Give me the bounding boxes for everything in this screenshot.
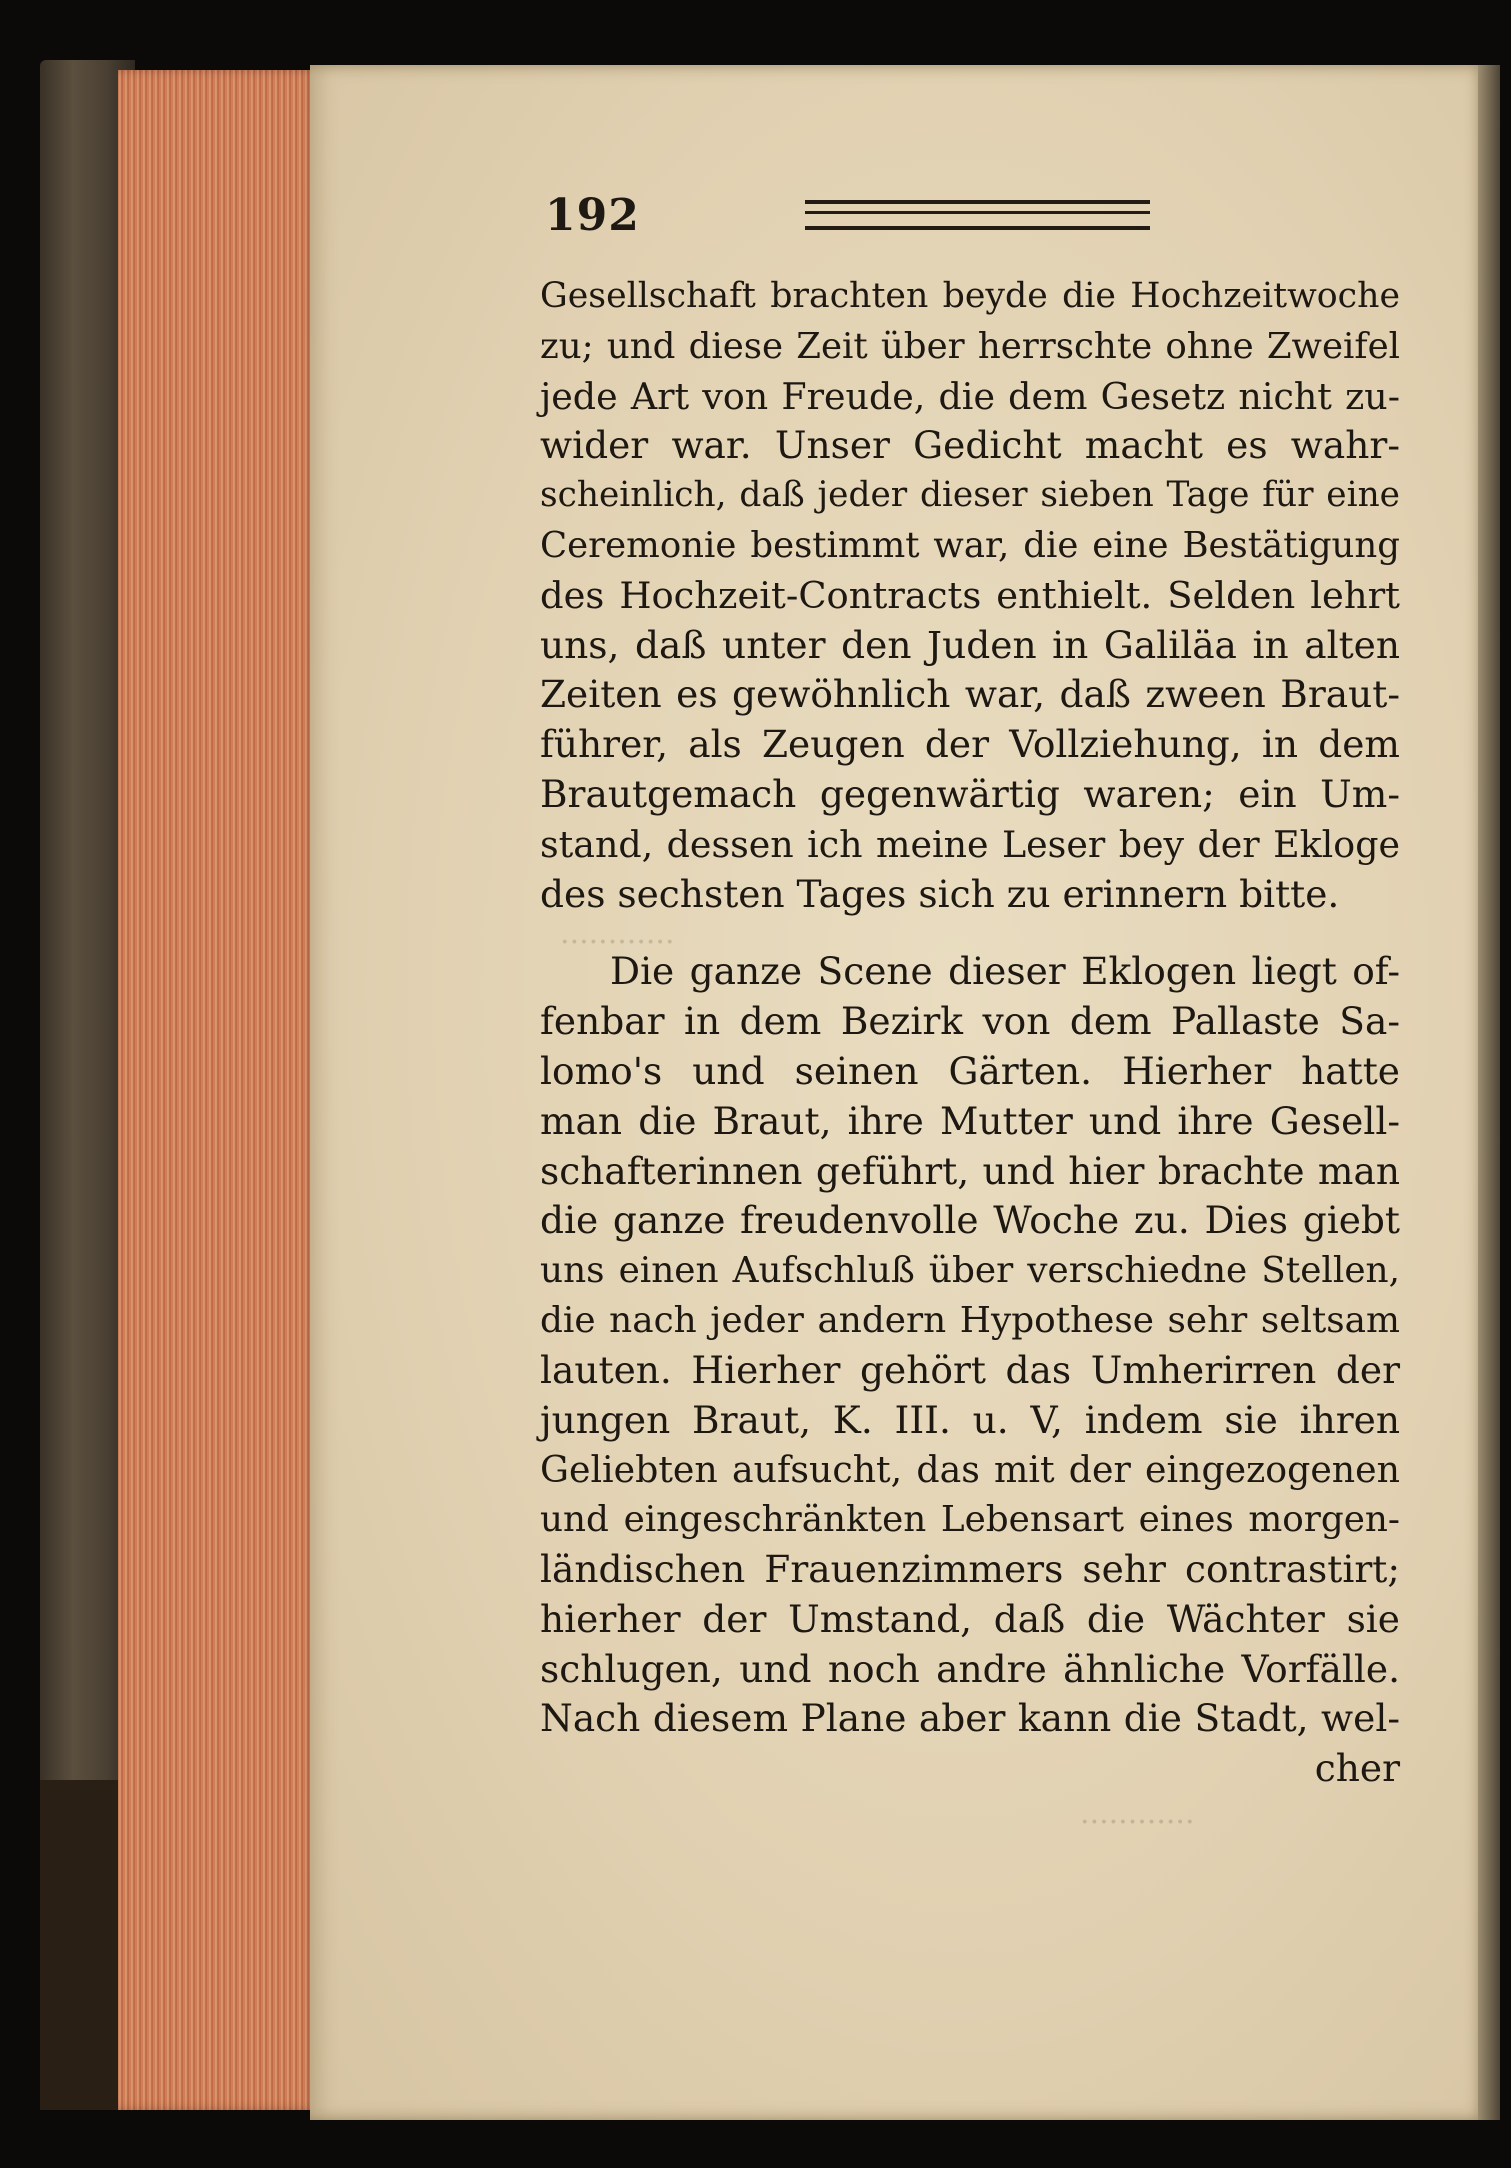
- text-line: die nach jeder andern Hypothese sehr seltsam: [540, 1299, 1400, 1341]
- text-line: Die ganze Scene dieser Eklogen liegt of-: [610, 949, 1400, 994]
- text-line: Zeiten es gewöhnlich war, daß zween Braut-: [540, 672, 1400, 717]
- text-line: die ganze freudenvolle Woche zu. Dies giebt: [540, 1198, 1400, 1243]
- paragraph-2: [540, 947, 1400, 1744]
- text-line: stand, dessen ich meine Leser bey der Ekloge: [540, 822, 1400, 866]
- paragraph-1: [540, 272, 1400, 919]
- text-line: Geliebten aufsucht, das mit der eingezogenen: [540, 1448, 1400, 1492]
- text-line: lomo's und seinen Gärten. Hierher hatte: [540, 1048, 1400, 1093]
- text-line: uns, daß unter den Juden in Galiläa in alten: [540, 622, 1400, 667]
- text-line: führer, als Zeugen der Vollziehung, in dem: [540, 722, 1400, 767]
- text-line: man die Braut, ihre Mutter und ihre Gesell-: [540, 1098, 1400, 1143]
- text-line: fenbar in dem Bezirk von dem Pallaste Sa-: [540, 999, 1400, 1044]
- show-through: ············: [560, 925, 675, 960]
- text-line: Nach diesem Plane aber kann die Stadt, wel-: [540, 1696, 1400, 1741]
- text-line: ländischen Frauenzimmers sehr contrastirt;: [540, 1546, 1400, 1591]
- text-line: schlugen, und noch andre ähnliche Vorfälle.: [540, 1646, 1400, 1691]
- text-line: scheinlich, daß jeder dieser sieben Tage für eine: [540, 475, 1400, 516]
- header-rule: [805, 200, 1150, 230]
- text-line: des Hochzeit-Contracts enthielt. Selden lehrt: [540, 573, 1400, 617]
- text-line: zu; und diese Zeit über herrschte ohne Zweifel: [540, 325, 1400, 367]
- text-line: jungen Braut, K. III. u. V, indem sie ihren: [540, 1397, 1400, 1442]
- body-text: [540, 272, 1400, 1794]
- text-line: Brautgemach gegenwärtig waren; ein Um-: [540, 771, 1400, 816]
- text-line: und eingeschränkten Lebensart eines morgen-: [540, 1499, 1400, 1541]
- gutter-shadow: [1478, 65, 1500, 2120]
- show-through: ············: [1080, 1805, 1195, 1840]
- text-line: Gesellschaft brachten beyde die Hochzeitwoche: [540, 276, 1400, 316]
- text-line: hierher der Umstand, daß die Wächter sie: [540, 1596, 1400, 1641]
- page-edges: [118, 70, 318, 2110]
- text-line: jede Art von Freude, die dem Gesetz nicht zu-: [540, 374, 1400, 418]
- text-line: schafterinnen geführt, und hier brachte man: [540, 1148, 1400, 1193]
- text-line: des sechsten Tages sich zu erinnern bitte.: [540, 871, 1340, 916]
- catchword: cher: [1314, 1746, 1400, 1791]
- page-number: 192: [545, 190, 640, 241]
- text-line: Ceremonie bestimmt war, die eine Bestätigung: [540, 524, 1400, 566]
- paragraph-gap: [540, 919, 1400, 947]
- text-line: uns einen Aufschluß über verschiedne Stellen,: [540, 1250, 1400, 1292]
- text-line: lauten. Hierher gehört das Umherirren der: [540, 1347, 1400, 1392]
- text-line: wider war. Unser Gedicht macht es wahr-: [540, 423, 1400, 468]
- book-cover-corner: [40, 1780, 130, 2110]
